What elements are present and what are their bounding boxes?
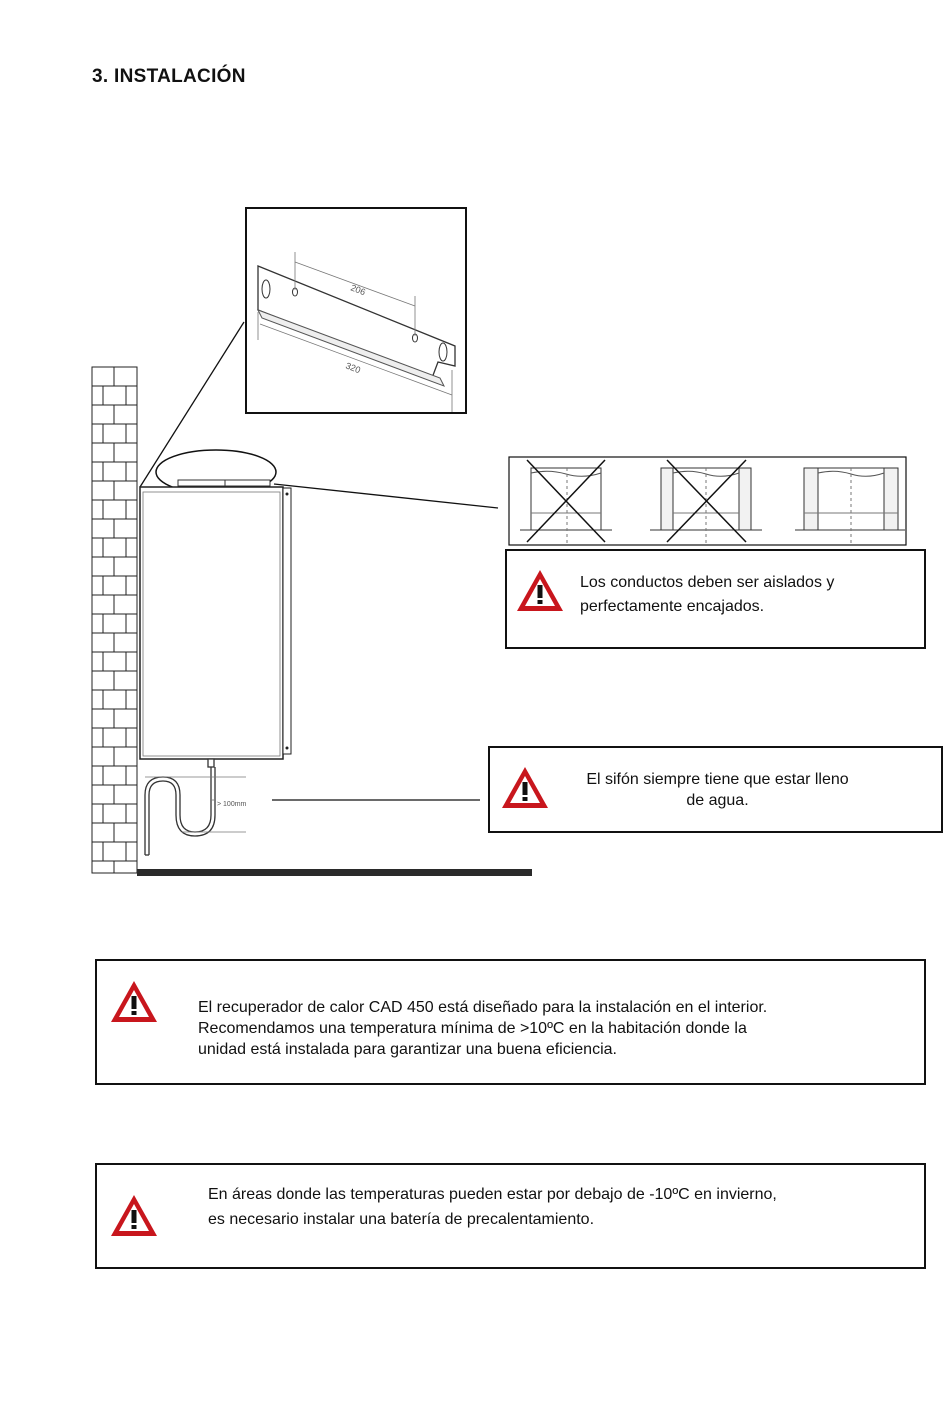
siphon-clearance-label: > 100mm [217,801,247,808]
section-title: 3. INSTALACIÓN [92,66,246,87]
heat-recovery-unit [140,487,291,759]
floor [137,869,532,876]
bracket-detail [246,208,466,413]
warning-box-siphon [488,746,943,833]
warning-text-line1: El sifón siempre tiene que estar lleno [586,771,849,788]
dimension-outer: 320 [344,360,362,376]
warning-triangle-icon [109,979,159,1025]
dimension-inner: 206 [349,282,367,298]
brick-wall [92,367,137,873]
warning-text-line2: perfectamente encajados. [580,598,765,615]
warning-triangle-icon [500,765,550,811]
warning-triangle-icon [109,1193,159,1239]
warning-text-line1: En áreas donde las temperaturas pueden estar por debajo de -10ºC en invierno, [208,1186,777,1203]
warning-text-line2: Recomendamos una temperatura mínima de >10ºC en la habitación donde la [198,1020,747,1037]
warning-box-indoor-installation [95,959,926,1085]
warning-text-line2: de agua. [686,792,749,809]
duct-diagrams [509,457,906,545]
warning-text-line2: es necesario instalar una batería de precalentamiento. [208,1211,595,1228]
warning-text-line1: Los conductos deben ser aislados y [580,574,835,591]
warning-text-line3: unidad está instalada para garantizar una buena eficiencia. [198,1041,617,1058]
warning-box-preheating [95,1163,926,1269]
warning-triangle-icon [515,568,565,614]
warning-box-ducts [505,549,926,649]
warning-text-line1: El recuperador de calor CAD 450 está diseñado para la instalación en el interior. [198,999,768,1016]
